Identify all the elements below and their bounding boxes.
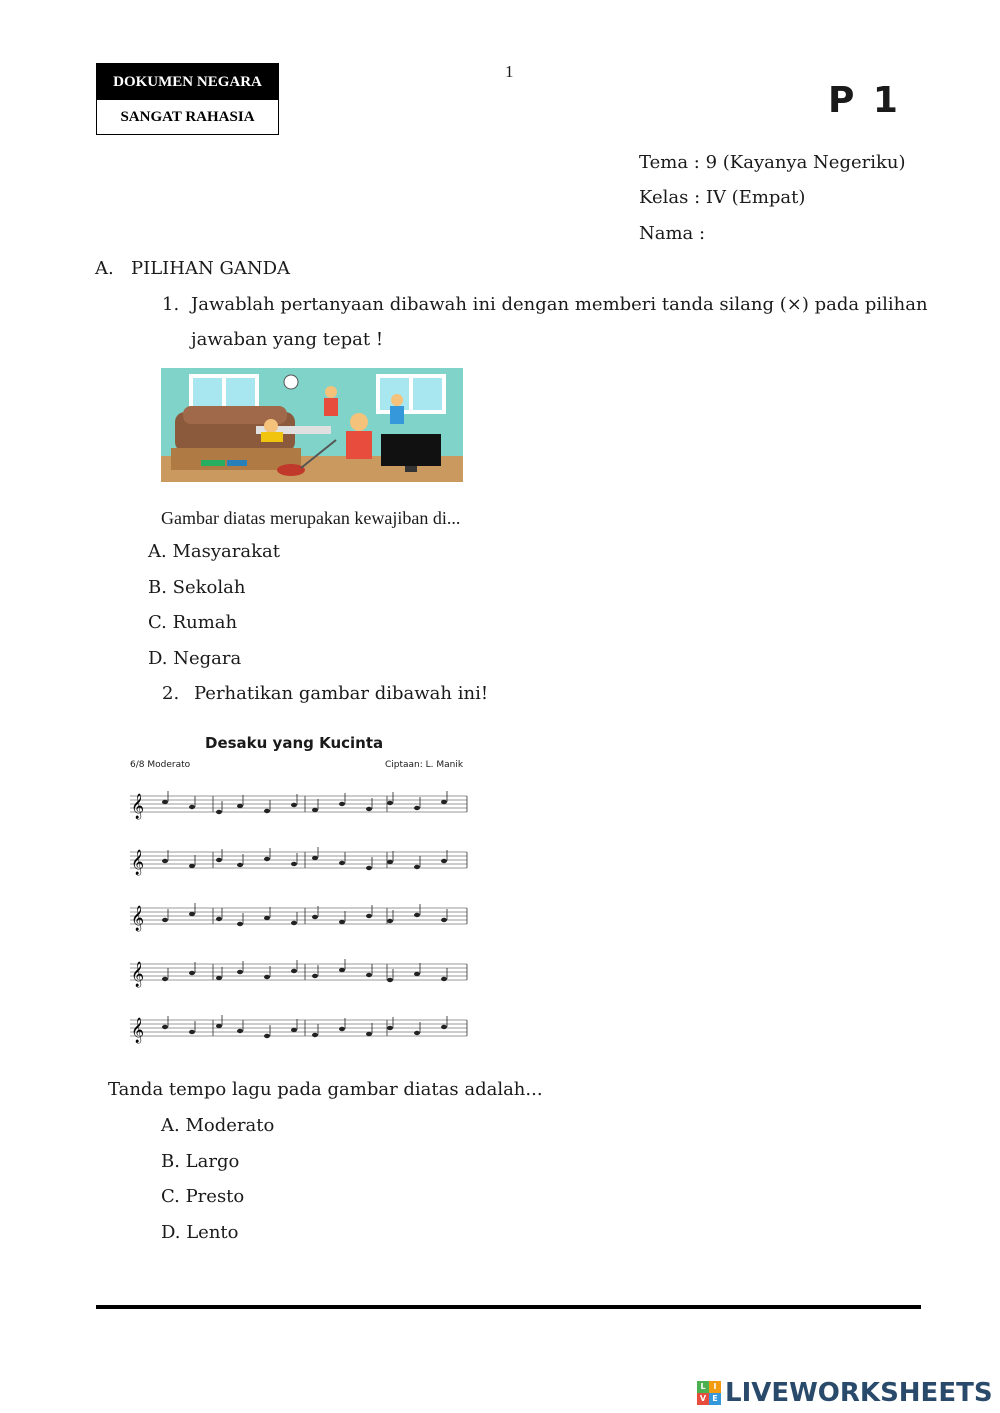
q2-question: Tanda tempo lagu pada gambar diatas adalah... xyxy=(108,1079,543,1100)
note-head xyxy=(162,977,168,981)
liveworksheets-logo xyxy=(697,1377,993,1409)
note-head xyxy=(312,915,318,919)
q1-instruction-line1: Jawablah pertanyaan dibawah ini dengan memberi tanda silang (×) pada pilihan xyxy=(191,294,928,315)
treble-clef-icon: 𝄞 xyxy=(131,794,145,819)
note-head xyxy=(414,972,420,976)
q2-option-b[interactable]: B. Largo xyxy=(161,1151,240,1172)
note-head xyxy=(237,804,243,808)
brand-wordmark: LIVEWORKSHEETS xyxy=(725,1378,993,1408)
staff-row xyxy=(130,791,467,819)
note-head xyxy=(387,860,393,864)
q2-option-c[interactable]: C. Presto xyxy=(161,1186,245,1207)
note-head xyxy=(312,808,318,812)
note-head xyxy=(366,914,372,918)
note-head xyxy=(264,975,270,979)
section-title: PILIHAN GANDA xyxy=(131,258,291,279)
q2-number: 2. xyxy=(162,683,180,704)
note-head xyxy=(162,1025,168,1029)
note-head xyxy=(291,1028,297,1032)
staff-row xyxy=(130,1015,467,1043)
note-head xyxy=(414,865,420,869)
q2-instruction: Perhatikan gambar dibawah ini! xyxy=(194,683,489,704)
note-head xyxy=(339,920,345,924)
note-head xyxy=(216,976,222,980)
note-head xyxy=(312,856,318,860)
note-head xyxy=(189,912,195,916)
note-head xyxy=(366,1032,372,1036)
note-head xyxy=(387,978,393,982)
page-number: 1 xyxy=(505,62,514,81)
note-head xyxy=(237,970,243,974)
note-head xyxy=(189,1030,195,1034)
note-head xyxy=(264,1034,270,1038)
note-head xyxy=(414,806,420,810)
footer-divider xyxy=(96,1305,921,1309)
q1-option-c[interactable]: C. Rumah xyxy=(148,612,238,633)
note-head xyxy=(387,919,393,923)
note-head xyxy=(237,863,243,867)
note-head xyxy=(339,968,345,972)
treble-clef-icon: 𝄞 xyxy=(131,1018,145,1043)
q1-number: 1. xyxy=(162,294,180,315)
staff-row xyxy=(130,903,467,931)
note-head xyxy=(291,969,297,973)
note-head xyxy=(189,864,195,868)
note-head xyxy=(264,857,270,861)
note-head xyxy=(312,1033,318,1037)
note-head xyxy=(441,918,447,922)
note-head xyxy=(387,1026,393,1030)
note-head xyxy=(216,858,222,862)
staff-row xyxy=(130,847,467,875)
note-head xyxy=(366,973,372,977)
note-head xyxy=(162,800,168,804)
note-head xyxy=(414,913,420,917)
note-head xyxy=(162,859,168,863)
info-nama: Nama : xyxy=(639,223,706,244)
note-head xyxy=(312,974,318,978)
note-head xyxy=(291,921,297,925)
note-head xyxy=(237,1029,243,1033)
note-head xyxy=(264,809,270,813)
note-head xyxy=(366,807,372,811)
note-head xyxy=(339,802,345,806)
treble-clef-icon: 𝄞 xyxy=(131,906,145,931)
q1-option-d[interactable]: D. Negara xyxy=(148,648,242,669)
sheet-music xyxy=(125,728,475,1068)
q1-option-a[interactable]: A. Masyarakat xyxy=(148,541,280,562)
note-head xyxy=(264,916,270,920)
note-head xyxy=(441,800,447,804)
classification-stamp xyxy=(96,63,279,135)
treble-clef-icon: 𝄞 xyxy=(131,850,145,875)
note-head xyxy=(237,922,243,926)
note-head xyxy=(441,1025,447,1029)
q1-option-b[interactable]: B. Sekolah xyxy=(148,577,246,598)
liveworksheets-mark-icon: L I V E xyxy=(697,1381,721,1405)
note-head xyxy=(441,859,447,863)
note-head xyxy=(441,977,447,981)
music-staves xyxy=(125,728,475,1068)
paper-code: P 1 xyxy=(828,80,901,121)
note-head xyxy=(216,1024,222,1028)
q1-question: Gambar diatas merupakan kewajiban di... xyxy=(161,508,461,528)
staff-row xyxy=(130,959,467,987)
note-head xyxy=(366,866,372,870)
q2-option-a[interactable]: A. Moderato xyxy=(161,1115,275,1136)
note-head xyxy=(216,917,222,921)
note-head xyxy=(162,918,168,922)
info-tema: Tema : 9 (Kayanya Negeriku) xyxy=(639,152,906,173)
q1-instruction-line2: jawaban yang tepat ! xyxy=(191,329,384,350)
q2-option-d[interactable]: D. Lento xyxy=(161,1222,239,1243)
info-kelas: Kelas : IV (Empat) xyxy=(639,187,806,208)
note-head xyxy=(339,1027,345,1031)
sheet-music-title: Desaku yang Kucinta xyxy=(205,734,384,752)
family-cleaning-illustration xyxy=(161,368,463,482)
note-head xyxy=(189,805,195,809)
treble-clef-icon: 𝄞 xyxy=(131,962,145,987)
stamp-bottom: SANGAT RAHASIA xyxy=(97,100,278,134)
section-label: A. xyxy=(95,258,114,279)
note-head xyxy=(387,801,393,805)
note-head xyxy=(189,971,195,975)
note-head xyxy=(291,862,297,866)
note-head xyxy=(291,803,297,807)
note-head xyxy=(216,810,222,814)
sheet-music-composer: Ciptaan: L. Manik xyxy=(385,760,464,770)
note-head xyxy=(414,1031,420,1035)
sheet-music-tempo: 6/8 Moderato xyxy=(130,760,191,770)
note-head xyxy=(339,861,345,865)
stamp-top: DOKUMEN NEGARA xyxy=(97,64,278,100)
